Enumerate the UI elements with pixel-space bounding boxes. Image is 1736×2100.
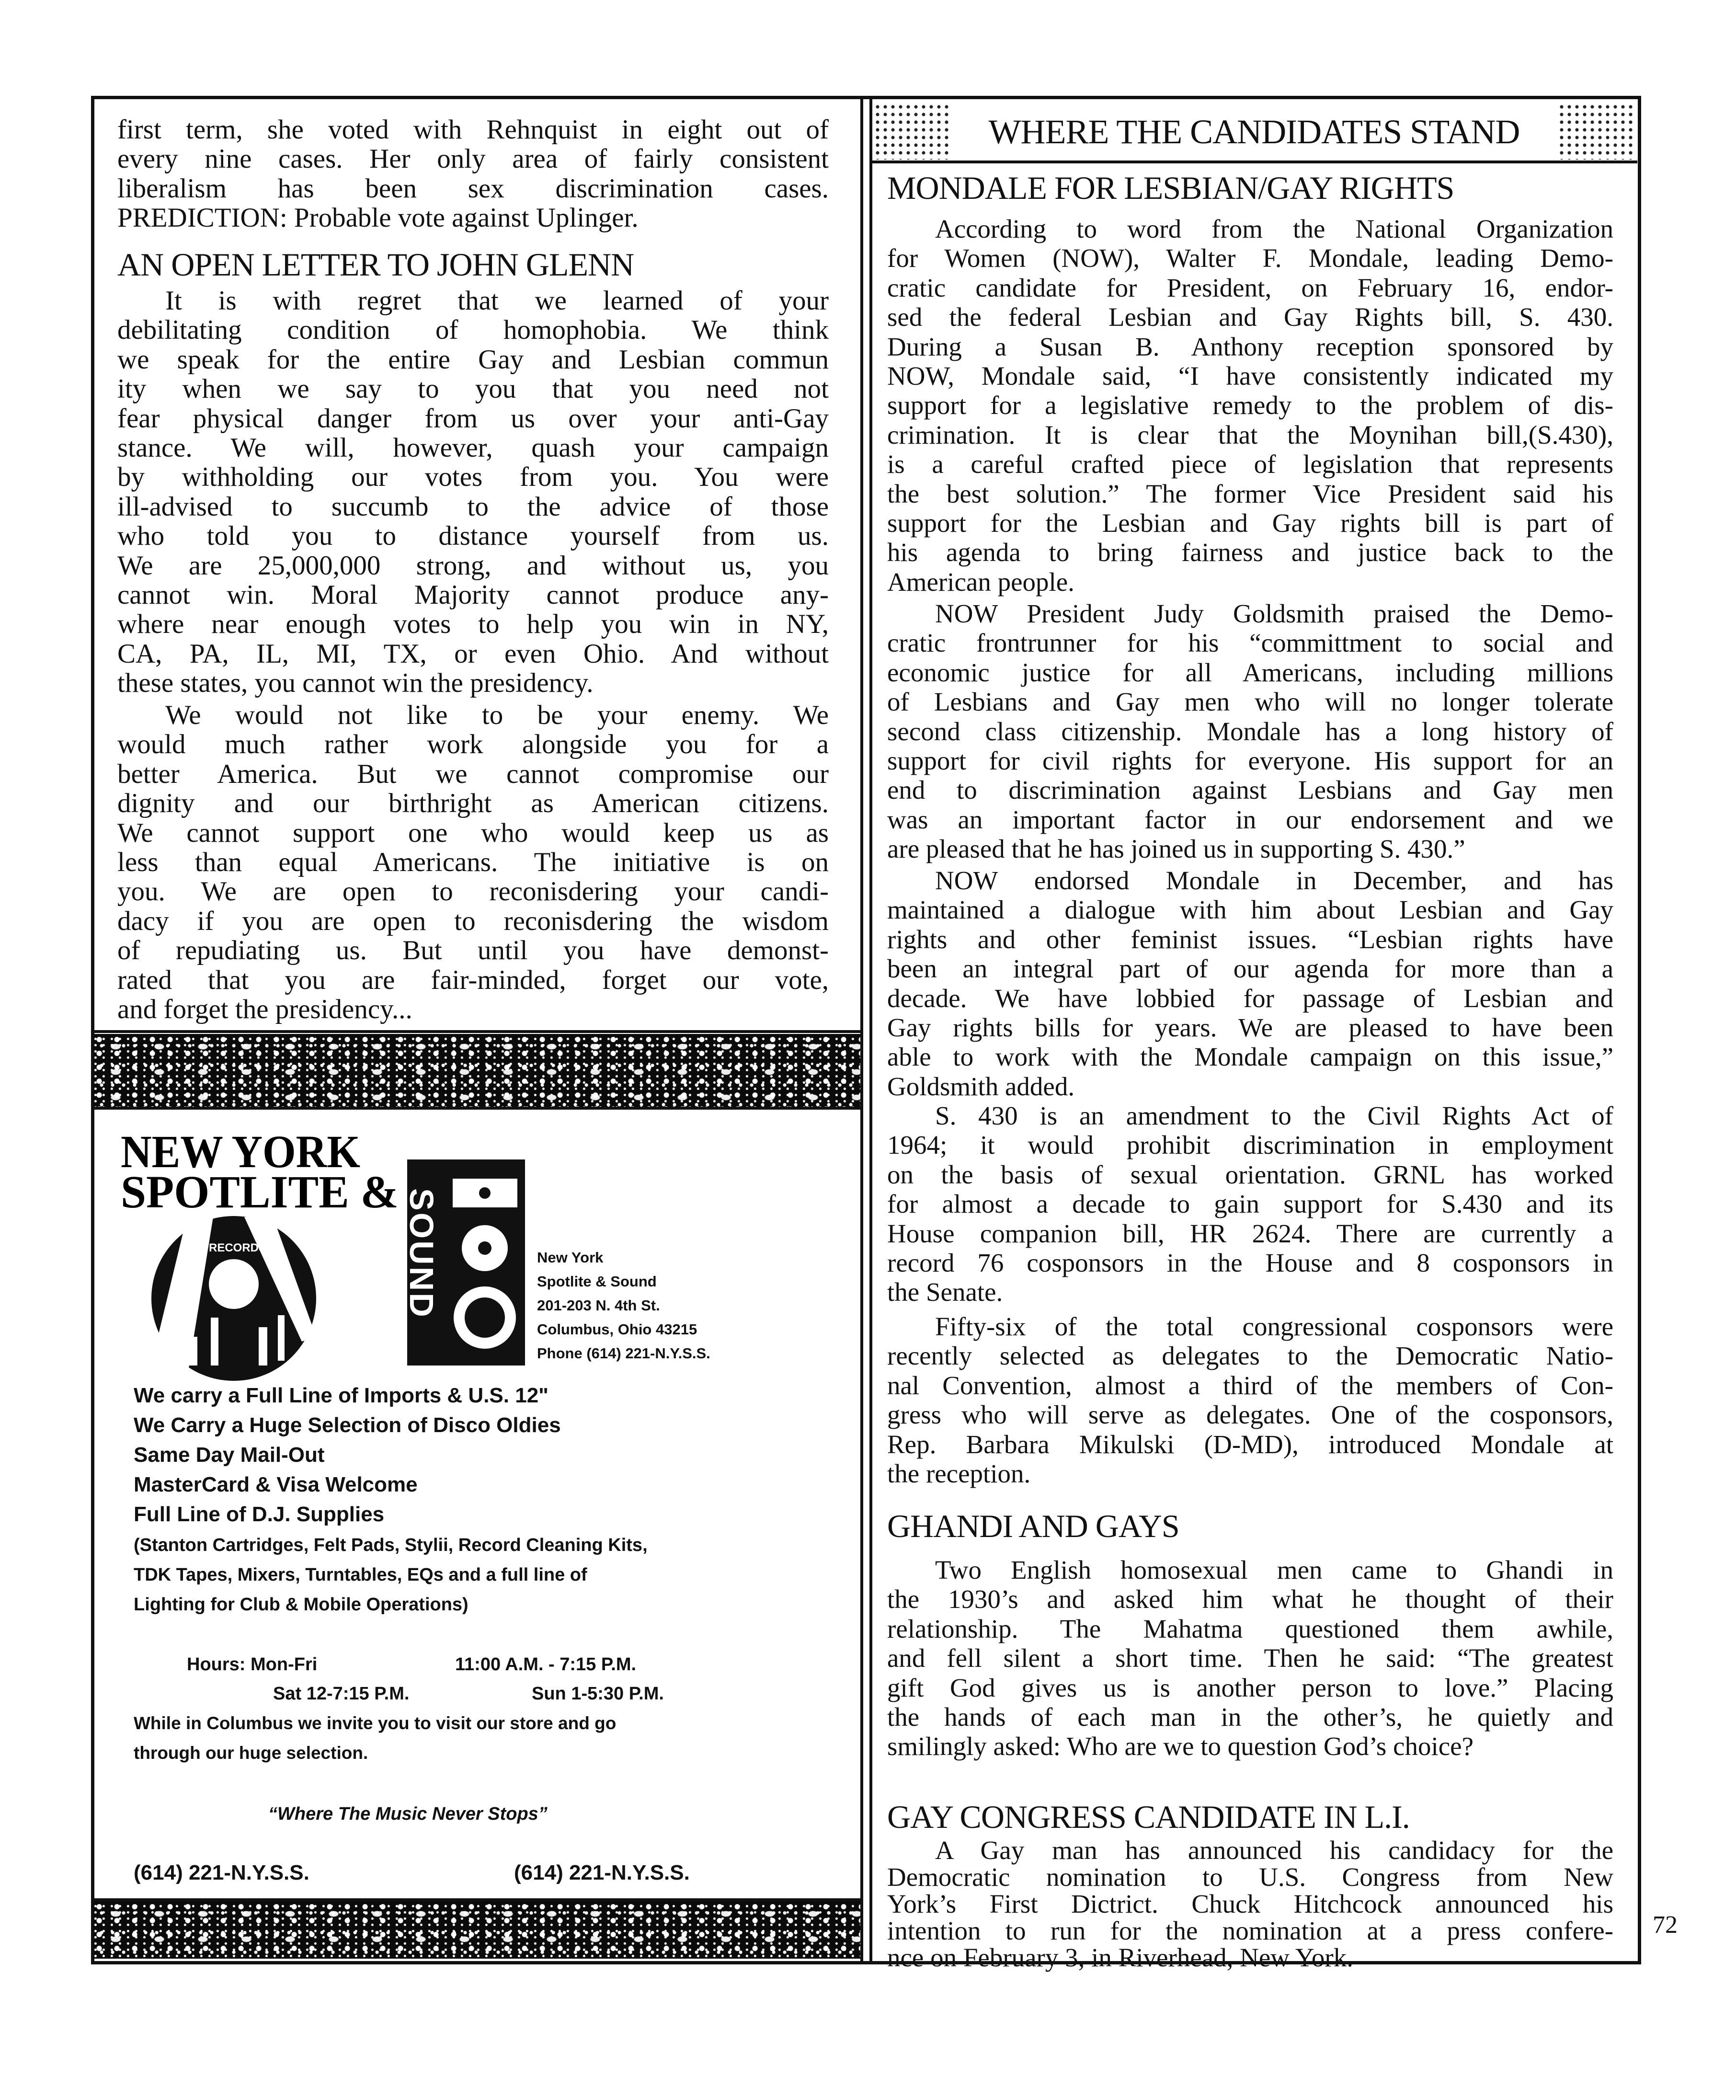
- text-line: second class citizenship. Mondale has a long history of: [887, 716, 1613, 746]
- store-address: [537, 1246, 710, 1366]
- text-line: We would not like to be your enemy. We: [165, 700, 829, 730]
- article-paragraph: [887, 1555, 1613, 1761]
- column-divider-left: [860, 98, 863, 1961]
- text-line: liberalism has been sex discrimination cases.: [117, 173, 829, 204]
- text-line: sed the federal Lesbian and Gay Rights bill, S. 430.: [887, 302, 1613, 332]
- supplies-line: TDK Tapes, Mixers, Turntables, EQs and a full line of: [134, 1565, 587, 1585]
- text-line: record 76 cosponsors in the House and 8 cosponsors in: [887, 1248, 1613, 1278]
- text-line: According to word from the National Organization: [935, 214, 1613, 243]
- text-line: Fifty-six of the total congressional cosponsors were: [935, 1312, 1613, 1341]
- feature-item: MasterCard & Visa Welcome: [134, 1473, 418, 1496]
- address-line: Columbus, Ohio 43215: [537, 1321, 697, 1338]
- text-line: you. We are open to reconisdering your candi-: [117, 876, 829, 907]
- text-line: 1964; it would prohibit discrimination in employment: [887, 1130, 1613, 1160]
- text-line: the 1930’s and asked him what he thought of their: [887, 1584, 1613, 1614]
- text-line: crimination. It is clear that the Moynihan bill,(S.430),: [887, 420, 1613, 449]
- article-headline: MONDALE FOR LESBIAN/GAY RIGHTS: [887, 170, 1454, 206]
- address-line: Spotlite & Sound: [537, 1273, 657, 1290]
- text-line: first term, she voted with Rehnquist in eight out of: [117, 115, 829, 145]
- text-line: Goldsmith added.: [887, 1071, 1075, 1101]
- text-line: NOW endorsed Mondale in December, and has: [935, 866, 1613, 895]
- page-number: 72: [1653, 1911, 1678, 1939]
- text-line: was an important factor in our endorsement and we: [887, 804, 1613, 834]
- article-paragraph: [887, 866, 1613, 1101]
- text-line: stance. We will, however, quash your campaign: [117, 433, 829, 463]
- text-line: better America. But we cannot compromise our: [117, 758, 829, 789]
- text-line: During a Susan B. Anthony reception sponsored by: [887, 332, 1613, 361]
- feature-item: We Carry a Huge Selection of Disco Oldies: [134, 1413, 561, 1437]
- text-line: cannot win. Moral Majority cannot produce any-: [117, 580, 829, 610]
- feature-item: Full Line of D.J. Supplies: [134, 1503, 385, 1526]
- decorative-texture-band: [94, 1034, 860, 1107]
- text-line: of repudiating us. But until you have demonst-: [117, 935, 829, 966]
- store-logo: [115, 1126, 546, 1385]
- article-paragraph: [887, 1837, 1613, 1971]
- text-line: and fell silent a short time. Then he said: “The greatest: [887, 1643, 1613, 1673]
- text-line: It is with regret that we learned of your: [165, 286, 829, 316]
- text-line: We cannot support one who would keep us as: [117, 817, 829, 848]
- text-line: S. 430 is an amendment to the Civil Rights Act of: [935, 1101, 1613, 1130]
- text-line: gress who will serve as delegates. One of the cosponsors,: [887, 1400, 1613, 1430]
- section-header: [871, 99, 1637, 163]
- text-line: where near enough votes to help you win in NY,: [117, 609, 829, 640]
- text-line: nce on February 3, in Riverhead, New York.: [887, 1943, 1354, 1972]
- text-line: Rep. Barbara Mikulski (D-MD), introduced Mondale at: [887, 1429, 1613, 1459]
- text-line: Gay rights bills for years. We are pleased to have been: [887, 1013, 1613, 1043]
- text-line: dacy if you are open to reconisdering the wisdom: [117, 906, 829, 936]
- text-line: by withholding our votes from you. You were: [117, 462, 829, 493]
- text-line: gift God gives us is another person to love.” Placing: [887, 1673, 1613, 1702]
- text-line: NOW, Mondale said, “I have consistently indicated my: [887, 361, 1613, 391]
- article-paragraph: [887, 214, 1613, 597]
- feature-item: Same Day Mail-Out: [134, 1443, 325, 1467]
- phone-number: (614) 221-N.Y.S.S.: [514, 1861, 690, 1884]
- text-line: cratic candidate for President, on February 16, endor-: [887, 273, 1613, 302]
- article-paragraph: [887, 599, 1613, 864]
- text-line: these states, you cannot win the presidency.: [117, 668, 594, 699]
- article-headline: AN OPEN LETTER TO JOHN GLENN: [117, 246, 634, 283]
- text-line: cratic frontrunner for his “committment to social and: [887, 628, 1613, 658]
- text-line: the Senate.: [887, 1277, 1003, 1307]
- text-line: PREDICTION: Probable vote against Uplinger.: [117, 203, 639, 233]
- hours-label: Hours: Mon-Fri: [187, 1654, 318, 1675]
- decorative-texture-band: [94, 1901, 860, 1959]
- dot-pattern: [874, 103, 950, 160]
- text-line: nal Convention, almost a third of the members of Con-: [887, 1370, 1613, 1400]
- text-line: the hands of each man in the other’s, he quietly and: [887, 1702, 1613, 1732]
- invite-text: [134, 1709, 616, 1768]
- text-line: and forget the presidency...: [117, 994, 412, 1025]
- supplies-list: [134, 1530, 648, 1619]
- text-line: support for a legislative remedy to the problem of dis-: [887, 390, 1613, 420]
- address-line: 201-203 N. 4th St.: [537, 1297, 660, 1314]
- text-line: dignity and our birthright as American citizens.: [117, 788, 829, 819]
- text-line: end to discrimination against Lesbians and Gay men: [887, 775, 1613, 805]
- text-line: rated that you are fair-minded, forget our vote,: [117, 964, 829, 995]
- text-line: of Lesbians and Gay men who will no longer tolerate: [887, 687, 1613, 717]
- feature-item: We carry a Full Line of Imports & U.S. 12": [134, 1384, 549, 1407]
- text-line: for almost a decade to gain support for S.430 and its: [887, 1189, 1613, 1219]
- feature-list: [134, 1381, 561, 1529]
- article-paragraph: [117, 700, 829, 1024]
- text-line: York’s First Dictrict. Chuck Hitchcock announced his: [887, 1889, 1613, 1918]
- text-line: is a careful crafted piece of legislation that represents: [887, 449, 1613, 479]
- text-line: support for the Lesbian and Gay rights bill is part of: [887, 508, 1613, 538]
- records-label: RECORDS: [209, 1241, 267, 1254]
- text-line: ill-advised to succumb to the advice of those: [117, 491, 829, 522]
- hours-sunday: Sun 1-5:30 P.M.: [532, 1684, 664, 1704]
- hours-saturday: Sat 12-7:15 P.M.: [273, 1684, 410, 1704]
- text-line: we speak for the entire Gay and Lesbian commun: [117, 344, 829, 375]
- text-line: maintained a dialogue with him about Lesbian and Gay: [887, 895, 1613, 925]
- text-line: Two English homosexual men came to Ghandi in: [935, 1555, 1613, 1584]
- text-line: recently selected as delegates to the Democratic Natio-: [887, 1341, 1613, 1371]
- text-line: who told you to distance yourself from us.: [117, 521, 829, 551]
- text-line: smilingly asked: Who are we to question God’s choice?: [887, 1732, 1473, 1761]
- column-divider-right: [869, 98, 872, 1961]
- hours-weekday: 11:00 A.M. - 7:15 P.M.: [455, 1654, 637, 1675]
- record-skyline-icon: [151, 1216, 316, 1381]
- text-line: American people.: [887, 567, 1074, 597]
- text-line: fear physical danger from us over your anti-Gay: [117, 403, 829, 434]
- text-line: rights and other feminist issues. “Lesbian rights have: [887, 924, 1613, 954]
- article-paragraph: [887, 1312, 1613, 1488]
- text-line: every nine cases. Her only area of fairly consistent: [117, 144, 829, 174]
- text-line: would much rather work alongside you for a: [117, 729, 829, 760]
- article-paragraph: [117, 115, 829, 233]
- article-paragraph: [117, 286, 829, 698]
- text-line: for Women (NOW), Walter F. Mondale, leading Demo-: [887, 243, 1613, 273]
- text-line: relationship. The Mahatma questioned them awhile,: [887, 1614, 1613, 1643]
- logo-text-line1: NEW YORK: [121, 1126, 360, 1177]
- text-line: the reception.: [887, 1459, 1031, 1489]
- supplies-line: Lighting for Club & Mobile Operations): [134, 1595, 468, 1615]
- text-line: are pleased that he has joined us in supporting S. 430.”: [887, 834, 1465, 864]
- invite-line: through our huge selection.: [134, 1743, 368, 1763]
- divider: [94, 1030, 861, 1033]
- article-paragraph: [887, 1101, 1613, 1307]
- text-line: support for civil rights for everyone. His support for an: [887, 746, 1613, 776]
- article-headline: GAY CONGRESS CANDIDATE IN L.I.: [887, 1799, 1410, 1835]
- dot-pattern: [1558, 103, 1634, 160]
- logo-text-line2: SPOTLITE &: [121, 1166, 399, 1217]
- phone-number: (614) 221-N.Y.S.S.: [134, 1861, 309, 1884]
- invite-line: While in Columbus we invite you to visit our store and go: [134, 1713, 617, 1733]
- text-line: A Gay man has announced his candidacy for the: [935, 1836, 1613, 1865]
- article-headline: GHANDI AND GAYS: [887, 1508, 1179, 1544]
- slogan: “Where The Music Never Stops”: [268, 1804, 548, 1824]
- supplies-line: (Stanton Cartridges, Felt Pads, Stylii, Record Cleaning Kits,: [134, 1535, 648, 1555]
- text-line: We are 25,000,000 strong, and without us, you: [117, 550, 829, 581]
- text-line: Democratic nomination to U.S. Congress from New: [887, 1862, 1613, 1892]
- text-line: his agenda to bring fairness and justice back to the: [887, 538, 1613, 567]
- text-line: debilitating condition of homophobia. We think: [117, 315, 829, 345]
- sound-label: SOUND: [403, 1188, 440, 1319]
- text-line: the best solution.” The former Vice President said his: [887, 479, 1613, 508]
- text-line: less than equal Americans. The initiative is on: [117, 847, 829, 878]
- section-title: WHERE THE CANDIDATES STAND: [988, 113, 1520, 151]
- text-line: intention to run for the nomination at a press confere-: [887, 1916, 1613, 1945]
- text-line: ity when we say to you that you need not: [117, 374, 829, 404]
- divider: [94, 1107, 861, 1110]
- address-line: New York: [537, 1249, 604, 1266]
- text-line: on the basis of sexual orientation. GRNL has worked: [887, 1159, 1613, 1189]
- text-line: House companion bill, HR 2624. There are currently a: [887, 1218, 1613, 1248]
- text-line: CA, PA, IL, MI, TX, or even Ohio. And without: [117, 638, 829, 669]
- text-line: able to work with the Mondale campaign on this issue,”: [887, 1042, 1613, 1072]
- text-line: NOW President Judy Goldsmith praised the Demo-: [935, 599, 1613, 628]
- text-line: economic justice for all Americans, including millions: [887, 657, 1613, 687]
- text-line: decade. We have lobbied for passage of Lesbian and: [887, 983, 1613, 1013]
- text-line: been an integral part of our agenda for more than a: [887, 954, 1613, 984]
- store-phone: Phone (614) 221-N.Y.S.S.: [537, 1345, 710, 1362]
